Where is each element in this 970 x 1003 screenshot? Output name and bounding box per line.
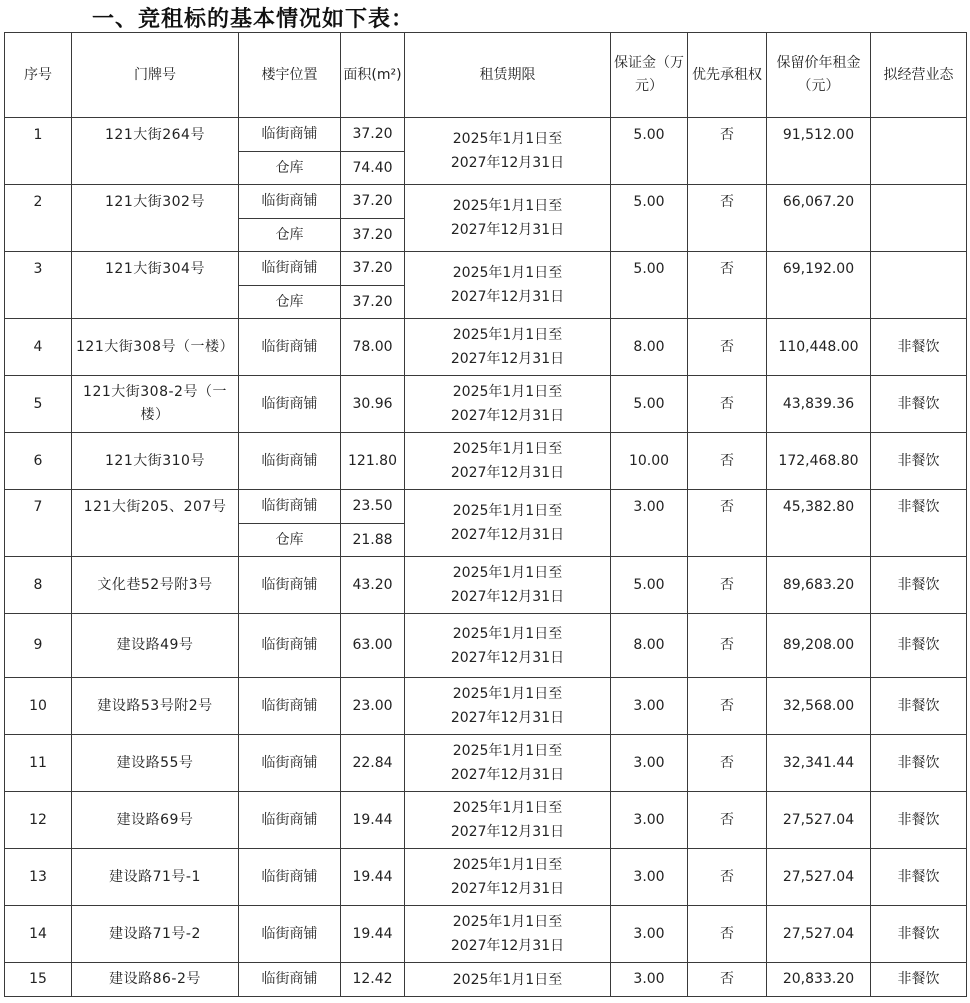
cell-seq: 4 bbox=[5, 319, 72, 376]
cell-deposit: 3.00 bbox=[611, 735, 688, 792]
cell-reserve-rent: 20,833.20 bbox=[767, 963, 871, 997]
cell-location: 临街商铺 bbox=[239, 118, 341, 152]
cell-priority-right: 否 bbox=[688, 614, 767, 678]
lease-start: 2025年1月1日至 bbox=[452, 625, 563, 642]
header-area: 面积(m²) bbox=[341, 33, 405, 118]
table-row bbox=[5, 735, 967, 792]
table-row bbox=[5, 118, 967, 152]
cell-deposit: 3.00 bbox=[611, 490, 688, 557]
cell-lease-term bbox=[405, 678, 611, 735]
cell-business-type bbox=[871, 252, 967, 319]
cell-deposit: 8.00 bbox=[611, 319, 688, 376]
lease-start: 2025年1月1日至 bbox=[452, 971, 563, 988]
header-business-type: 拟经营业态 bbox=[871, 33, 967, 118]
cell-location: 临街商铺 bbox=[239, 678, 341, 735]
table-row bbox=[5, 252, 967, 286]
cell-door-number: 121大街304号 bbox=[72, 252, 239, 319]
header-reserve-rent: 保留价年租金（元） bbox=[767, 33, 871, 118]
cell-deposit: 10.00 bbox=[611, 433, 688, 490]
cell-area: 37.20 bbox=[341, 286, 405, 319]
lease-start: 2025年1月1日至 bbox=[452, 441, 563, 457]
header-priority-right: 优先承租权 bbox=[688, 33, 767, 118]
lease-start: 2025年1月1日至 bbox=[452, 800, 563, 816]
cell-location: 仓库 bbox=[239, 524, 341, 557]
cell-lease-term bbox=[405, 792, 611, 849]
cell-location: 仓库 bbox=[239, 152, 341, 185]
cell-deposit: 5.00 bbox=[611, 118, 688, 185]
cell-seq: 9 bbox=[5, 614, 72, 678]
cell-reserve-rent: 66,067.20 bbox=[767, 185, 871, 252]
cell-lease-term bbox=[405, 614, 611, 678]
table-row bbox=[5, 319, 967, 376]
cell-deposit: 3.00 bbox=[611, 849, 688, 906]
lease-end: 2027年12月31日 bbox=[450, 465, 565, 481]
cell-reserve-rent: 110,448.00 bbox=[767, 319, 871, 376]
lease-end: 2027年12月31日 bbox=[450, 351, 565, 367]
cell-business-type: 非餐饮 bbox=[871, 614, 967, 678]
cell-deposit: 5.00 bbox=[611, 252, 688, 319]
table-row bbox=[5, 678, 967, 735]
cell-seq: 11 bbox=[5, 735, 72, 792]
table-row bbox=[5, 376, 967, 433]
cell-seq: 13 bbox=[5, 849, 72, 906]
lease-start: 2025年1月1日至 bbox=[452, 131, 563, 147]
cell-door-number: 121大街302号 bbox=[72, 185, 239, 252]
lease-start: 2025年1月1日至 bbox=[452, 857, 563, 873]
cell-priority-right: 否 bbox=[688, 376, 767, 433]
cell-seq: 10 bbox=[5, 678, 72, 735]
cell-lease-term bbox=[405, 319, 611, 376]
cell-door-number: 建设路86-2号 bbox=[72, 963, 239, 997]
cell-deposit: 5.00 bbox=[611, 376, 688, 433]
table-row bbox=[5, 792, 967, 849]
cell-seq: 15 bbox=[5, 963, 72, 997]
cell-location: 临街商铺 bbox=[239, 557, 341, 614]
cell-door-number: 121大街308-2号（一楼） bbox=[72, 376, 239, 433]
cell-lease-term bbox=[405, 906, 611, 963]
cell-business-type: 非餐饮 bbox=[871, 735, 967, 792]
cell-lease-term bbox=[405, 433, 611, 490]
table-row bbox=[5, 614, 967, 678]
lease-start: 2025年1月1日至 bbox=[452, 265, 563, 281]
cell-location: 临街商铺 bbox=[239, 735, 341, 792]
header-seq: 序号 bbox=[5, 33, 72, 118]
lease-start: 2025年1月1日至 bbox=[452, 565, 563, 581]
cell-lease-term bbox=[405, 557, 611, 614]
cell-reserve-rent: 32,341.44 bbox=[767, 735, 871, 792]
cell-area: 21.88 bbox=[341, 524, 405, 557]
lease-end: 2027年12月31日 bbox=[450, 767, 565, 783]
cell-area: 19.44 bbox=[341, 792, 405, 849]
cell-lease-term bbox=[405, 185, 611, 252]
lease-end: 2027年12月31日 bbox=[450, 289, 565, 305]
lease-end: 2027年12月31日 bbox=[450, 824, 565, 840]
cell-reserve-rent: 89,683.20 bbox=[767, 557, 871, 614]
cell-lease-term bbox=[405, 118, 611, 185]
table-row bbox=[5, 433, 967, 490]
cell-priority-right: 否 bbox=[688, 963, 767, 997]
header-location: 楼宇位置 bbox=[239, 33, 341, 118]
header-deposit: 保证金（万元） bbox=[611, 33, 688, 118]
cell-area: 74.40 bbox=[341, 152, 405, 185]
cell-deposit: 3.00 bbox=[611, 963, 688, 997]
cell-location: 临街商铺 bbox=[239, 792, 341, 849]
cell-business-type: 非餐饮 bbox=[871, 906, 967, 963]
table-row bbox=[5, 557, 967, 614]
cell-deposit: 3.00 bbox=[611, 678, 688, 735]
cell-reserve-rent: 27,527.04 bbox=[767, 849, 871, 906]
cell-location: 临街商铺 bbox=[239, 185, 341, 219]
cell-area: 23.50 bbox=[341, 490, 405, 524]
lease-end: 2027年12月31日 bbox=[450, 222, 565, 238]
section-heading: 一、竞租标的基本情况如下表： bbox=[92, 7, 415, 32]
cell-area: 63.00 bbox=[341, 614, 405, 678]
cell-area: 37.20 bbox=[341, 118, 405, 152]
cell-priority-right: 否 bbox=[688, 849, 767, 906]
cell-lease-term bbox=[405, 849, 611, 906]
lease-start: 2025年1月1日至 bbox=[452, 686, 563, 702]
cell-door-number: 建设路53号附2号 bbox=[72, 678, 239, 735]
cell-lease-term bbox=[405, 490, 611, 557]
cell-priority-right: 否 bbox=[688, 433, 767, 490]
table-row bbox=[5, 185, 967, 219]
cell-reserve-rent: 91,512.00 bbox=[767, 118, 871, 185]
cell-business-type: 非餐饮 bbox=[871, 678, 967, 735]
lease-start: 2025年1月1日至 bbox=[452, 914, 563, 930]
cell-lease-term bbox=[405, 376, 611, 433]
cell-door-number: 建设路71号-1 bbox=[72, 849, 239, 906]
cell-location: 临街商铺 bbox=[239, 376, 341, 433]
cell-reserve-rent: 45,382.80 bbox=[767, 490, 871, 557]
cell-business-type: 非餐饮 bbox=[871, 849, 967, 906]
cell-priority-right: 否 bbox=[688, 319, 767, 376]
cell-location: 临街商铺 bbox=[239, 252, 341, 286]
header-row bbox=[5, 33, 967, 118]
cell-location: 临街商铺 bbox=[239, 319, 341, 376]
header-lease-term: 租赁期限 bbox=[405, 33, 611, 118]
cell-priority-right: 否 bbox=[688, 490, 767, 557]
table-body bbox=[5, 118, 967, 997]
cell-door-number: 121大街205、207号 bbox=[72, 490, 239, 557]
cell-location: 仓库 bbox=[239, 286, 341, 319]
cell-deposit: 3.00 bbox=[611, 792, 688, 849]
cell-door-number: 建设路71号-2 bbox=[72, 906, 239, 963]
cell-area: 37.20 bbox=[341, 252, 405, 286]
cell-seq: 8 bbox=[5, 557, 72, 614]
cell-area: 37.20 bbox=[341, 219, 405, 252]
cell-priority-right: 否 bbox=[688, 252, 767, 319]
lease-table bbox=[4, 32, 967, 997]
cell-business-type: 非餐饮 bbox=[871, 792, 967, 849]
header-door-number: 门牌号 bbox=[72, 33, 239, 118]
table-row bbox=[5, 490, 967, 524]
cell-seq: 14 bbox=[5, 906, 72, 963]
cell-reserve-rent: 43,839.36 bbox=[767, 376, 871, 433]
cell-location: 临街商铺 bbox=[239, 906, 341, 963]
cell-seq: 3 bbox=[5, 252, 72, 319]
cell-area: 22.84 bbox=[341, 735, 405, 792]
cell-business-type: 非餐饮 bbox=[871, 963, 967, 997]
lease-start: 2025年1月1日至 bbox=[452, 327, 563, 343]
cell-location: 临街商铺 bbox=[239, 490, 341, 524]
cell-priority-right: 否 bbox=[688, 792, 767, 849]
cell-seq: 7 bbox=[5, 490, 72, 557]
cell-business-type bbox=[871, 185, 967, 252]
cell-area: 19.44 bbox=[341, 849, 405, 906]
cell-reserve-rent: 32,568.00 bbox=[767, 678, 871, 735]
cell-business-type: 非餐饮 bbox=[871, 433, 967, 490]
cell-deposit: 5.00 bbox=[611, 185, 688, 252]
cell-priority-right: 否 bbox=[688, 557, 767, 614]
cell-area: 23.00 bbox=[341, 678, 405, 735]
cell-deposit: 8.00 bbox=[611, 614, 688, 678]
cell-reserve-rent: 69,192.00 bbox=[767, 252, 871, 319]
cell-priority-right: 否 bbox=[688, 906, 767, 963]
cell-seq: 1 bbox=[5, 118, 72, 185]
lease-start: 2025年1月1日至 bbox=[452, 503, 563, 519]
cell-area: 121.80 bbox=[341, 433, 405, 490]
cell-area: 37.20 bbox=[341, 185, 405, 219]
cell-location: 临街商铺 bbox=[239, 849, 341, 906]
cell-door-number: 121大街264号 bbox=[72, 118, 239, 185]
cell-priority-right: 否 bbox=[688, 735, 767, 792]
lease-start: 2025年1月1日至 bbox=[452, 384, 563, 400]
cell-reserve-rent: 89,208.00 bbox=[767, 614, 871, 678]
cell-location: 临街商铺 bbox=[239, 963, 341, 997]
cell-lease-term bbox=[405, 963, 611, 997]
cell-deposit: 3.00 bbox=[611, 906, 688, 963]
cell-business-type: 非餐饮 bbox=[871, 376, 967, 433]
lease-end: 2027年12月31日 bbox=[450, 881, 565, 897]
table-row bbox=[5, 906, 967, 963]
cell-seq: 12 bbox=[5, 792, 72, 849]
cell-reserve-rent: 27,527.04 bbox=[767, 906, 871, 963]
cell-seq: 2 bbox=[5, 185, 72, 252]
lease-start: 2025年1月1日至 bbox=[452, 198, 563, 214]
lease-start: 2025年1月1日至 bbox=[452, 743, 563, 759]
cell-lease-term bbox=[405, 735, 611, 792]
cell-priority-right: 否 bbox=[688, 118, 767, 185]
cell-door-number: 建设路69号 bbox=[72, 792, 239, 849]
lease-end: 2027年12月31日 bbox=[450, 710, 565, 726]
lease-end: 2027年12月31日 bbox=[450, 155, 565, 171]
cell-area: 43.20 bbox=[341, 557, 405, 614]
cell-area: 12.42 bbox=[341, 963, 405, 997]
table-row bbox=[5, 849, 967, 906]
cell-priority-right: 否 bbox=[688, 678, 767, 735]
cell-door-number: 121大街308号（一楼） bbox=[72, 319, 239, 376]
cell-door-number: 121大街310号 bbox=[72, 433, 239, 490]
lease-end: 2027年12月31日 bbox=[450, 938, 565, 954]
cell-area: 19.44 bbox=[341, 906, 405, 963]
cell-priority-right: 否 bbox=[688, 185, 767, 252]
lease-end: 2027年12月31日 bbox=[450, 649, 565, 666]
cell-location: 仓库 bbox=[239, 219, 341, 252]
cell-reserve-rent: 172,468.80 bbox=[767, 433, 871, 490]
cell-business-type: 非餐饮 bbox=[871, 490, 967, 557]
cell-location: 临街商铺 bbox=[239, 433, 341, 490]
lease-end: 2027年12月31日 bbox=[450, 589, 565, 605]
cell-lease-term bbox=[405, 252, 611, 319]
cell-door-number: 建设路55号 bbox=[72, 735, 239, 792]
cell-reserve-rent: 27,527.04 bbox=[767, 792, 871, 849]
cell-seq: 6 bbox=[5, 433, 72, 490]
cell-business-type: 非餐饮 bbox=[871, 319, 967, 376]
cell-business-type: 非餐饮 bbox=[871, 557, 967, 614]
lease-end: 2027年12月31日 bbox=[450, 527, 565, 543]
cell-seq: 5 bbox=[5, 376, 72, 433]
cell-business-type bbox=[871, 118, 967, 185]
cell-door-number: 建设路49号 bbox=[72, 614, 239, 678]
cell-area: 78.00 bbox=[341, 319, 405, 376]
cell-location: 临街商铺 bbox=[239, 614, 341, 678]
cell-door-number: 文化巷52号附3号 bbox=[72, 557, 239, 614]
cell-deposit: 5.00 bbox=[611, 557, 688, 614]
table-row bbox=[5, 963, 967, 997]
lease-end: 2027年12月31日 bbox=[450, 408, 565, 424]
cell-area: 30.96 bbox=[341, 376, 405, 433]
